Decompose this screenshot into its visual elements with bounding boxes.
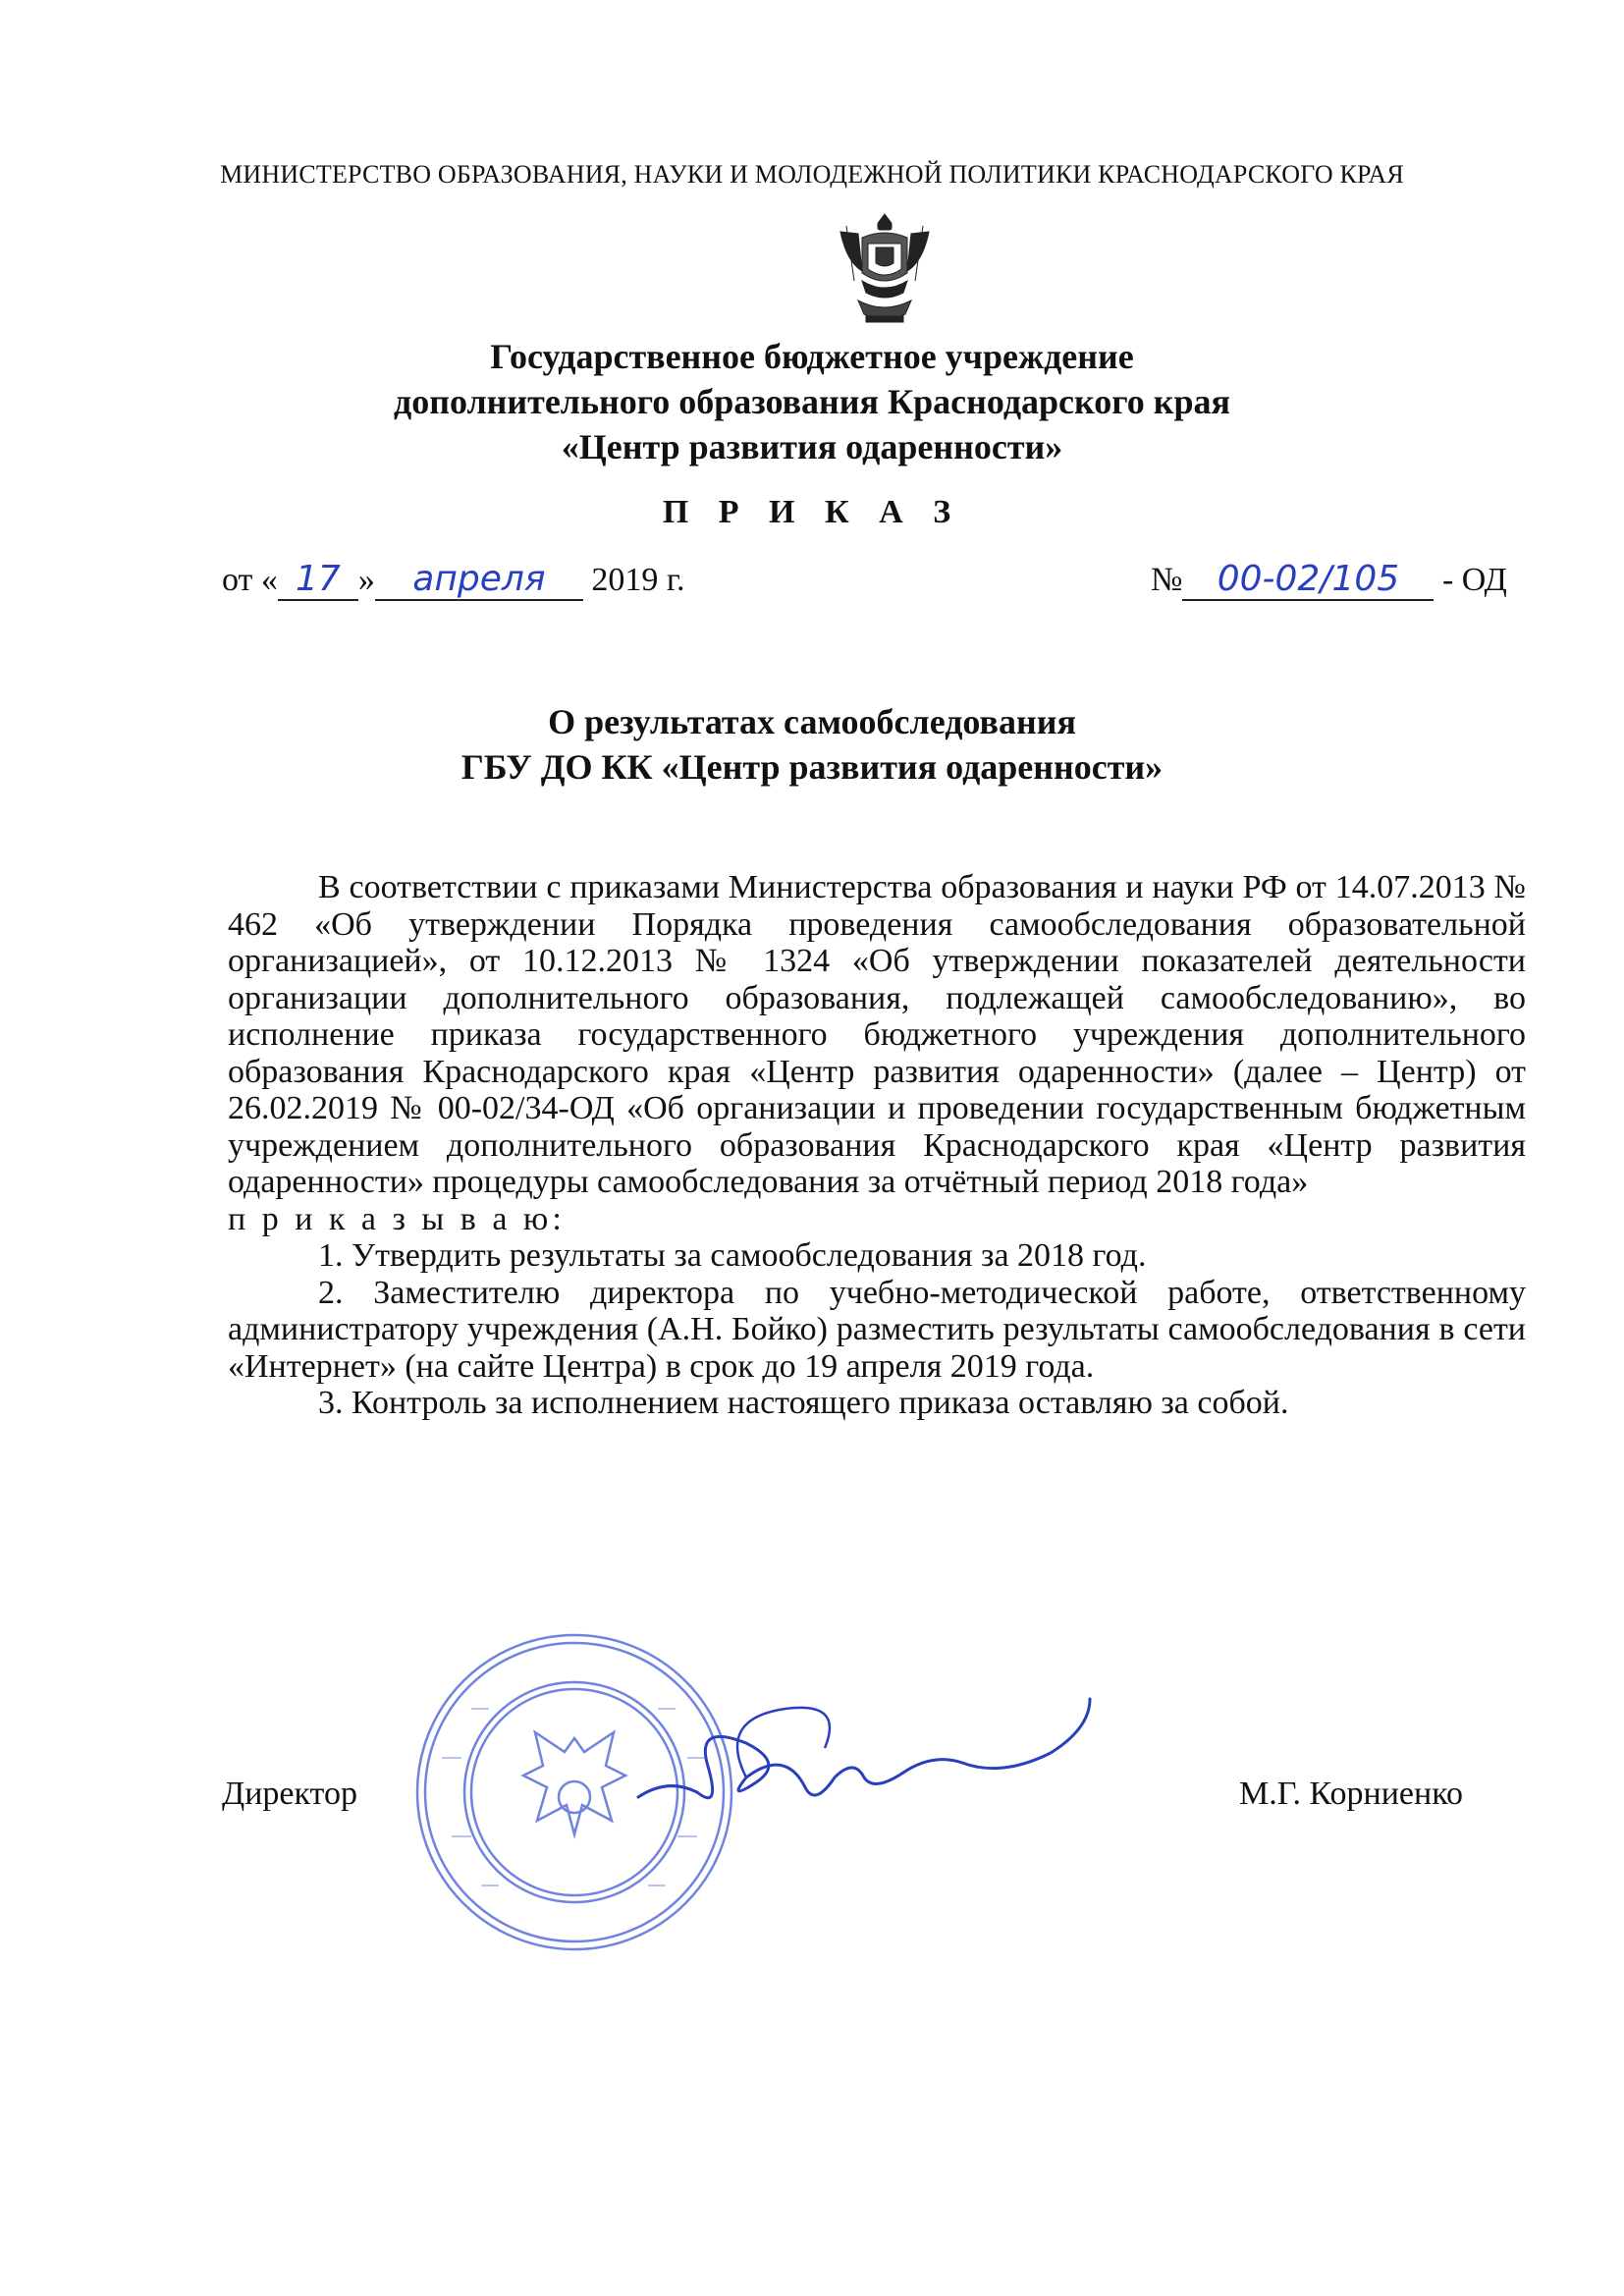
date-mid: » [357, 562, 375, 598]
order-word: п р и к а з ы в а ю: [228, 1200, 566, 1237]
date-year: 2019 г. [591, 562, 685, 598]
date-month: апреля [375, 560, 583, 601]
handwritten-signature-icon [628, 1679, 1100, 1846]
ministry-name: МИНИСТЕРСТВО ОБРАЗОВАНИЯ, НАУКИ И МОЛОДЕЖНОЙ ПОЛИТИКИ КРАСНОДАРСКОГО КРАЯ [220, 160, 1404, 189]
signature-position: Директор [222, 1776, 357, 1812]
order-item-2: 2. Заместителю директора по учебно-методической работе, ответственному администратору учреждения (А.Н. Бойко) разместить результаты самообследования в сети «Интернет» (на сайте Центра) в срок до 19 апреля 2019 года. [228, 1274, 1526, 1385]
organization-name [147, 334, 1477, 469]
org-line-3: «Центр развития одаренности» [561, 427, 1063, 466]
date-day: 17 [278, 560, 358, 601]
order-title: П Р И К А З [662, 494, 962, 530]
preamble-paragraph: В соответствии с приказами Министерства образования и науки РФ от 14.07.2013 № 462 «Об утверждении Порядка проведения самообследования образовательной организацией», от 10.12.2013 № 1324 «Об утверждении показателей деятельности организации дополнительного образования, подлежащей самообследованию», во исполнение приказа государственного бюджетного учреждения дополнительного образования Краснодарского края «Центр развития одаренности» (далее – Центр) от 26.02.2019 № 00-02/34-ОД «Об организации и проведении государственным бюджетным учреждением дополнительного образования Краснодарского края «Центр развития одаренности» процедуры самообследования за отчётный период 2018 года» [228, 869, 1526, 1200]
order-date [222, 560, 685, 601]
number-prefix: № [1151, 562, 1183, 598]
order-subject [147, 699, 1477, 790]
order-item-1: 1. Утвердить результаты за самообследования за 2018 год. [318, 1237, 1147, 1274]
subject-line-2: ГБУ ДО КК «Центр развития одаренности» [460, 747, 1164, 787]
coat-of-arms-icon [833, 210, 937, 328]
order-item-3: 3. Контроль за исполнением настоящего приказа оставляю за собой. [318, 1385, 1289, 1421]
date-prefix: от « [222, 562, 278, 598]
number-value: 00-02/105 [1182, 560, 1434, 601]
subject-line-1: О результатах самообследования [548, 702, 1076, 741]
org-line-2: дополнительного образования Краснодарского края [393, 382, 1230, 421]
order-number [1151, 560, 1507, 601]
number-suffix: - ОД [1441, 562, 1507, 598]
order-body [228, 869, 1526, 1422]
signature-name: М.Г. Корниенко [1239, 1776, 1464, 1812]
org-line-1: Государственное бюджетное учреждение [490, 337, 1134, 376]
